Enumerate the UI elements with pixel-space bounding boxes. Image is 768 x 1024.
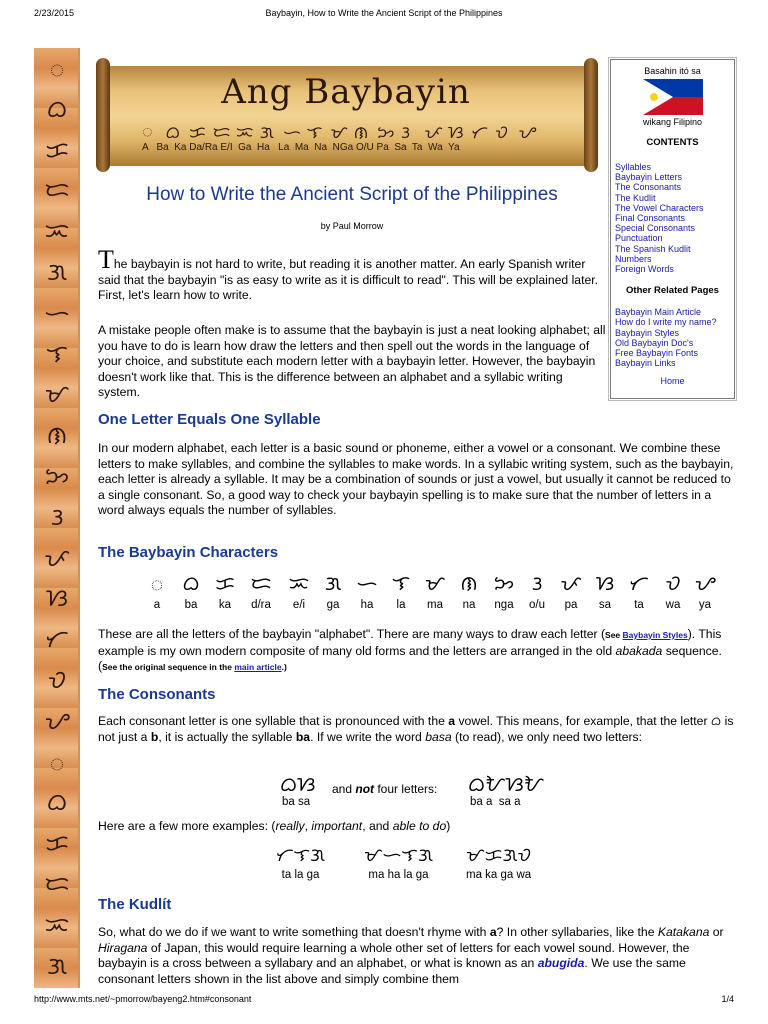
strip-glyph: ᜀ [49,54,65,82]
character-glyph: ᜌ [694,571,716,595]
strip-glyph: ᜂ [50,502,64,531]
contents-link[interactable]: Special Consonants [615,223,696,234]
contents-heading: CONTENTS [646,137,699,148]
print-title: Baybayin, How to Write the Ancient Script of the Philippines [265,8,503,18]
heading-consonants: The Consonants [98,686,216,703]
character-cell [208,570,242,611]
character-cell [520,570,554,611]
contents-link[interactable]: The Kudlit [615,192,656,203]
banner-glyph: ᜅ [377,123,395,143]
print-footer [0,994,768,1014]
basa-label: ba sa [282,796,311,808]
character-cell [688,570,722,611]
main-article-link[interactable]: main article [234,662,282,673]
character-cell [384,570,418,611]
character-label: nga [494,599,514,611]
related-page-link[interactable]: How do I write my name? [615,317,717,328]
example-word: ᜆᜎᜄ ta la ga [276,845,326,881]
character-label: ga [326,599,340,611]
strip-glyph: ᜉ [44,543,70,572]
character-label: ma [427,599,443,611]
character-cell [588,570,622,611]
strip-glyph: ᜇ [44,176,70,205]
characters-paragraph: These are all the letters of the baybayin "alphabet". There are many ways to draw each letter (See Baybayin Styles). This example is my own modern composite of many old forms and the letters are arranged in the old abakada sequence. (See the original sequence in the main article.) [98,627,722,674]
related-page-link[interactable]: Old Baybayin Doc's [615,337,694,348]
language-name[interactable]: wikang Filipino [642,117,703,127]
character-label: ya [698,599,712,611]
character-label: ta [634,599,644,611]
related-page-link[interactable]: Baybayin Styles [615,327,680,338]
home-link[interactable]: Home [660,376,685,387]
character-label: wa [665,599,681,611]
ba-glyph-inline: ᜊ [710,714,722,728]
character-cell [140,570,174,611]
banner-glyph: ᜌ [518,123,536,143]
kudlit-paragraph: So, what do we do if we want to write something that doesn't rhyme with a? In other syllabaries, like the Katakana or Hiragana of Japan, this would require learning a whole other set of letters for each vowel sound. However, the baybayin is a cross between a syllabary and an alphabet, or what is known as an abugida. We use the same consonant letters shown in the list above and simply combine them [98,925,724,986]
contents-link[interactable]: Final Consonants [615,213,686,224]
example-word: ᜋᜃᜄᜏ ma ka ga wa [466,845,532,881]
contents-link[interactable]: The Spanish Kudlit [615,243,691,254]
banner-syllables: A Ba Ka Da/Ra E/I Ga Ha La Ma Na NGa O/U Pa Sa Ta Wa Ya [142,142,460,153]
character-glyph: ᜇ [250,571,272,595]
contents-link[interactable]: Punctuation [615,233,663,244]
banner-heading: Ang Baybayin [221,72,471,112]
print-date: 2/23/2015 [34,8,75,18]
print-page-number: 1/4 [721,994,734,1004]
basa-example [280,770,600,810]
strip-glyph: ᜐ [45,584,69,613]
strip-glyph: ᜊ [46,788,68,817]
strip-glyph: ᜊ [46,94,68,123]
syllable-paragraph: In our modern alphabet, each letter is a basic sound or phoneme, either a vowel or a consonant. We combine these letters to make syllables, and combine the syllables to make words. In a syllabic writing system, such as the baybayin, each letter is already a syllable. It may be a combination of sounds or just a vowel, but usually it cannot be reduced to a single consonant. So, a good way to check your baybayin spelling is to make sure that the number of letters in a word always equals the number of syllables. [98,441,734,518]
related-page-link[interactable]: Baybayin Main Article [615,307,702,318]
banner-glyph: ᜄ [259,123,274,143]
character-cell [350,570,384,611]
basa-glyphs: ᜊᜐ [280,772,316,796]
character-label: o/u [529,599,545,611]
strip-glyph: ᜄ [46,951,68,980]
other-pages-links [611,307,734,368]
print-header [0,0,768,20]
banner-glyph: ᜋ [330,123,348,143]
character-cell [316,570,350,611]
character-cell [244,570,278,611]
strip-glyph: ᜑ [44,298,70,327]
contents-links [611,162,734,274]
strip-glyph: ᜀ [49,747,65,776]
banner-glyph: ᜇ [212,123,231,143]
character-glyph: ᜋ [424,571,446,595]
more-examples-paragraph: Here are a few more examples: (really, important, and able to do) [98,819,451,833]
decorative-baybayin-strip [34,48,80,988]
philippine-flag-icon[interactable] [643,79,703,115]
contents-link[interactable]: Syllables [615,162,652,172]
character-cell [418,570,452,611]
baasaa-label: ba a sa a [470,796,521,808]
strip-glyph: ᜃ [45,135,69,164]
banner-glyph: ᜃ [189,123,206,143]
heading-kudlit: The Kudlít [98,896,172,913]
banner-glyph: ᜏ [494,123,508,143]
character-cell [487,570,521,611]
more-examples-row [276,845,576,885]
character-glyph: ᜊ [182,571,200,595]
banner-scroll [96,58,598,172]
scroll-end-left [96,58,110,172]
character-glyph: ᜀ [150,571,164,595]
and-not-four-text: and not four letters: [332,782,438,796]
strip-glyph: ᜁ [44,910,70,939]
character-label: a [153,599,161,611]
banner-glyph: ᜎ [306,123,323,143]
scroll-end-right [584,58,598,172]
other-pages-heading: Other Related Pages [626,285,719,297]
banner-script-row [142,120,552,143]
banner-glyph: ᜑ [283,123,302,143]
character-label: ka [218,599,232,611]
strip-glyph: ᜇ [44,869,70,898]
heading-one-letter: One Letter Equals One Syllable [98,411,321,428]
strip-glyph: ᜅ [44,461,70,490]
strip-glyph: ᜎ [46,339,68,368]
strip-glyph: ᜆ [45,625,69,654]
baybayin-styles-link[interactable]: Baybayin Styles [622,630,688,640]
sidebar-contents-box [610,59,735,399]
character-label: pa [564,599,578,611]
strip-glyph: ᜄ [46,257,68,286]
intro-paragraph: The baybayin is not hard to write, but reading it is another matter. An early Spanish writer said that the baybayin "is as easy to write as it is difficult to read". This will be explained later. First, let's learn how to write. [98,245,599,303]
related-page-link[interactable]: Baybayin Links [615,358,676,369]
contents-link[interactable]: Baybayin Letters [615,172,683,183]
banner-glyph: ᜂ [400,123,410,143]
character-glyph: ᜆ [629,571,649,595]
contents-link[interactable]: The Vowel Characters [615,202,704,213]
mistake-paragraph: A mistake people often make is to assume that the baybayin is just a neat looking alphabet; all you have to do is learn how draw the letters and then spell out the words in the language of your choice, and substitute each modern letter with a baybayin letter. However, the baybayin doesn't work like that. This is the difference between an alphabet and a syllabic writing system. [98,323,606,400]
character-label: sa [598,599,612,611]
strip-glyph: ᜌ [44,706,70,735]
banner-glyph: ᜆ [471,123,488,143]
character-label: ba [184,599,198,611]
character-glyph: ᜏ [665,571,681,595]
banner-glyph: ᜁ [236,123,254,143]
page-title: How to Write the Ancient Script of the Philippines [146,184,558,205]
byline: by Paul Morrow [320,221,384,231]
strip-glyph: ᜁ [44,217,70,246]
character-cell [622,570,656,611]
strip-glyph: ᜋ [44,380,70,409]
strip-glyph: ᜈ [46,421,68,450]
character-cell [282,570,316,611]
print-url: http://www.mts.net/~pmorrow/bayeng2.htm#consonant [34,994,252,1004]
banner-glyph: ᜈ [353,123,369,143]
baybayin-character-row [144,570,716,618]
character-cell [554,570,588,611]
character-label: na [462,599,476,611]
character-label: e/i [292,599,306,611]
character-glyph: ᜑ [356,571,378,595]
banner-glyph: ᜀ [142,121,153,141]
contents-link[interactable]: Foreign Words [615,264,674,275]
related-page-link[interactable]: Free Baybayin Fonts [615,348,699,359]
character-glyph: ᜉ [560,571,582,595]
consonants-paragraph: Each consonant letter is one syllable that is pronounced with the a vowel. This means, for example, that the letter ᜊ is not just a b, it is actually the syllable ba. If we write the word basa (to read), we only need two letters: [98,714,734,744]
character-cell [452,570,486,611]
language-prompt: Basahin itó sa [644,66,701,76]
character-glyph: ᜐ [595,571,615,595]
character-label: la [396,599,406,611]
character-glyph: ᜄ [324,571,342,595]
character-label: d/ra [251,599,271,611]
contents-link[interactable]: Numbers [615,253,652,264]
character-label: ha [360,599,374,611]
baasaa-glyphs: ᜊᜀᜐᜀ [468,772,545,796]
character-glyph: ᜁ [288,571,310,595]
banner-glyph: ᜊ [165,123,180,143]
character-glyph: ᜈ [460,571,478,595]
character-glyph: ᜂ [531,571,543,595]
strip-glyph: ᜏ [47,665,67,694]
drop-cap: T [98,245,114,274]
character-cell [174,570,208,611]
example-word: ᜋᜑᜎᜄ ma ha la ga [364,845,433,881]
banner-glyph: ᜐ [447,123,464,143]
banner-glyph: ᜉ [424,123,443,143]
contents-link[interactable]: The Consonants [615,182,682,193]
strip-glyph: ᜃ [45,829,69,858]
character-glyph: ᜃ [215,571,235,595]
character-cell [656,570,690,611]
character-glyph: ᜎ [391,571,411,595]
heading-characters: The Baybayin Characters [98,544,279,561]
character-glyph: ᜅ [493,571,515,595]
